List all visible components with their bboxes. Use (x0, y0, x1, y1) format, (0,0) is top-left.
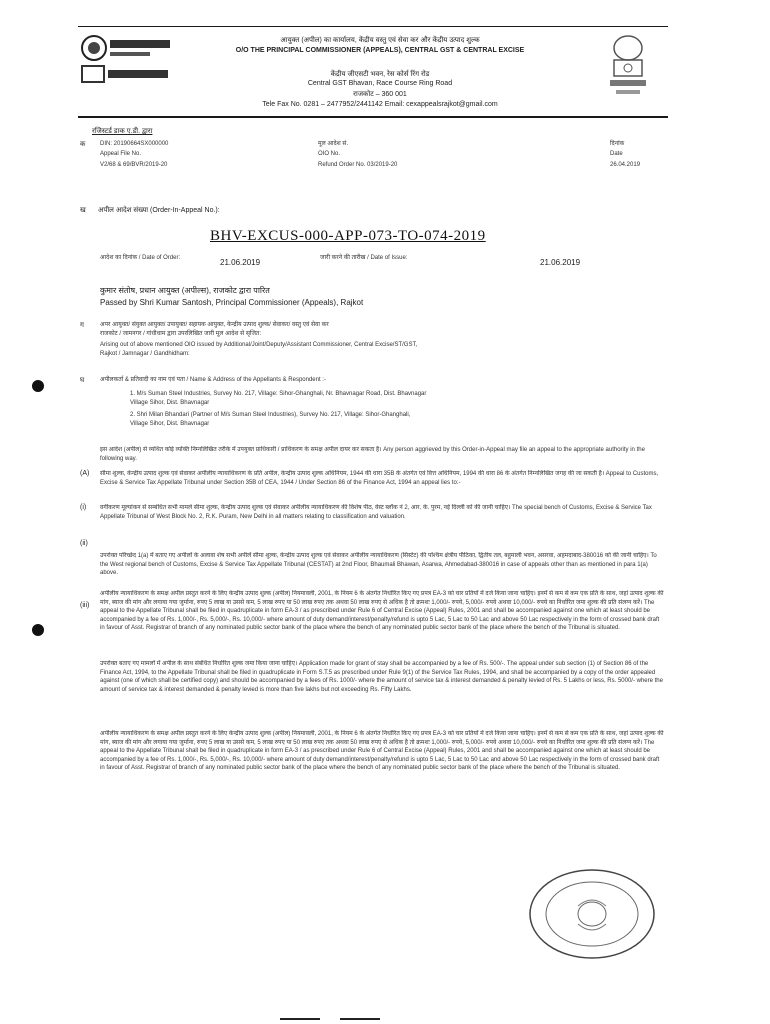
punch-hole-top (32, 380, 44, 392)
footer-mark-left (280, 1018, 320, 1020)
national-emblem (598, 30, 658, 102)
header-title-hindi: आयुक्त (अपील) का कार्यालय, केंद्रीय वस्तु एवं सेवा कर और केंद्रीय उत्पाद शुल्क (280, 37, 480, 44)
section-1-line3: Arising out of above mentioned OIO issued by Additional/Joint/Deputy/Assistant Commissioner, Central Excise/ST/GST, (100, 342, 418, 348)
appellant-2-line2: Village Sihor, Dist. Bhavnagar (130, 421, 210, 427)
reg-col3-line3: 26.04.2019 (610, 162, 641, 168)
appeal-label-marker: ख (80, 207, 86, 214)
reg-col1-line2: Appeal File No. (100, 151, 142, 157)
date-of-issue-label: जारी करने की तारीख / Date of Issue: (320, 255, 408, 261)
section-1-line2: राजकोट / जामनगर / गांधीधाम द्वारा उपरलिखित जारी मूल आदेश से सृजित: (100, 331, 262, 337)
date-of-order-value: 21.06.2019 (220, 258, 261, 267)
footer-mark-right (340, 1018, 380, 1020)
para-a-marker: (A) (80, 470, 90, 477)
header-address-line-3: राजकोट – 360 001 (353, 91, 407, 98)
appeal-label: अपील आदेश संख्या (Order-In-Appeal No.): (98, 207, 220, 214)
cbic-logo (78, 30, 178, 90)
para-ii-text: उपरोक्त परिच्छेद 1(a) में बताए गए अपीलों के अलावा शेष सभी अपीलें सीमा शुल्क, केन्द्रीय उत्पाद शुल्क एवं सेवाकर अपीलीय न्यायाधिकरण (सिस्टेट) की पश्चिम क्षेत्रीय पीठिका, द्वितीय तल, बहुमाली भवन, असरवा, अहमदाबाद-380016 को की जानी चाहिए। To the West regional bench of Customs, Excise & Service Tax Appellate Tribunal (CESTAT) at 2nd Floor, Bhaumali Bhawan, Asarwa, Ahmedabad-380016 in case of appeals other than as mentioned in para 1(a) above. (100, 553, 657, 576)
official-seal (520, 866, 660, 962)
header-address-line-1: केंद्रीय जीएसटी भवन, रेस कोर्स रिंग रोड (330, 71, 430, 78)
reg-col2-line1: मूल आदेश सं. (318, 141, 349, 147)
appellant-1-line1: 1. M/s Suman Steel Industries, Survey No. 217, Village: Sihor-Ghanghali, Nr. Bhavnagar Road, Dist. Bhavnagar (130, 391, 427, 397)
date-of-order-label: आदेश का दिनांक / Date of Order: (100, 255, 181, 261)
reg-col2-line3: Refund Order No. 03/2019-20 (318, 162, 398, 168)
section-1-marker: ग (80, 322, 84, 329)
para-i-marker: (i) (80, 504, 87, 511)
passed-by-hindi: कुमार संतोष, प्रधान आयुक्त (अपील्स), राजकोट द्वारा पारित (100, 286, 270, 295)
header-address-line-2: Central GST Bhavan, Race Course Ring Road (307, 80, 453, 87)
para-a-text: सीमा शुल्क, केन्द्रीय उत्पाद शुल्क एवं सेवाकर अपीलीय न्यायाधिकरण के प्रति अपील, केन्द्रीय उत्पाद शुल्क अधिनियम, 1944 की धारा 35B के अंतर्गत एवं वित्त अधिनियम, 1994 की धारा 86 के अंतर्गत निम्नलिखित जगह की जा सकती है। Appeal to Customs, Excise & Service Tax Appellate Tribunal under Section 35B of CEA, 1944 / Under Section 86 of the Finance Act, 1994 an appeal lies to:- (100, 471, 659, 486)
reg-col3-line1: दिनांक (610, 141, 625, 147)
reg-block-marker: क (80, 141, 86, 148)
section-2-marker: घ (80, 377, 85, 384)
appellant-2-line1: 2. Shri Milan Bhandari (Partner of M/s Suman Steel Industries), Survey No. 217, Village: Sihor-Ghanghali, (130, 412, 411, 418)
para-iii-continued: अपीलीय न्यायाधिकरण के समक्ष अपील प्रस्तुत करने के लिए केन्द्रीय उत्पाद शुल्क (अपील) नियमावली, 2001, के नियम 6 के अंतर्गत निर्धारित किए गए प्रपत्र EA-3 को चार प्रतियों में दर्ज किया जाना चाहिए। इनमें से कम से कम एक प्रति के साथ, जहां उत्पाद शुल्क की मांग, ब्याज की मांग और लगाया गया जुर्माना, रुपए 5 लाख या उससे कम, 5 लाख रुपए या 50 लाख रुपए तक अथवा 50 लाख रुपए से अधिक है तो क्रमशः 1,000/- रुपये, 5,000/- रुपये अथवा 10,000/- रुपये का निर्धारित जमा शुल्क की प्रति संलग्न करें। The appeal to the Appellate Tribunal shall be filed in quadruplicate in form EA-3 / as prescribed under Rule 6 of Central Excise (Appeal) Rules, 2001 and shall be accompanied against one which at least should be accompanied by a fee of Rs. 1,000/-, Rs. 5,000/-, Rs. 10,000/- where amount of duty demand/interest/penalty/refund is upto 5 Lac, 5 Lac to 50 Lac and above 50 Lac respectively in the form of crossed bank draft in favour of Asst. Registrar of branch of any nominated public sector bank of the place where the bench of any nominated public sector bank of the place where the bench of the Tribunal is situated. (100, 731, 664, 771)
para-iii-text: अपीलीय न्यायाधिकरण के समक्ष अपील प्रस्तुत करने के लिए केन्द्रीय उत्पाद शुल्क (अपील) नियमावली, 2001, के नियम 6 के अंतर्गत निर्धारित किए गए प्रपत्र EA-3 को चार प्रतियों में दर्ज किया जाना चाहिए। इनमें से कम से कम एक प्रति के साथ, जहां उत्पाद शुल्क की मांग, ब्याज की मांग और लगाया गया जुर्माना, रुपए 5 लाख या उससे कम, 5 लाख रुपए या 50 लाख रुपए तक अथवा 50 लाख रुपए से अधिक है तो क्रमशः 1,000/- रुपये, 5,000/- रुपये अथवा 10,000/- रुपये का निर्धारित जमा शुल्क की प्रति संलग्न करें। The appeal to the Appellate Tribunal shall be filed in quadruplicate in form EA-3 / as prescribed under Rule 6 of Central Excise (Appeal) Rules, 2001 and shall be accompanied against one which at least should be accompanied by a fee of Rs. 1,000/-, Rs. 5,000/-, Rs. 10,000/- where amount of duty demand/interest/penalty/refund is upto 5 Lac, 5 Lac to 50 Lac and above 50 Lac respectively in the form of crossed bank draft in favour of Asst. Registrar of branch of any nominated public sector bank of the place where the bench of any nominated public sector bank of the place where the bench of the Tribunal is situated. (100, 591, 664, 631)
reg-col1-line3: V2/68 & 69/BVR/2019-20 (100, 162, 168, 168)
order-in-appeal-number: BHV-EXCUS-000-APP-073-TO-074-2019 (210, 228, 486, 244)
reg-col1-line1: DIN: 20190664SX000000 (100, 141, 169, 147)
header-contact: Tele Fax No. 0281 – 2477952/2441142 Email: cexappealsrajkot@gmail.com (262, 101, 498, 108)
date-of-issue-value: 21.06.2019 (540, 258, 581, 267)
section-2-heading: अपीलकर्ता & प्रतिवादी का नाम एवं पता / Name & Address of the Appellants & Respondent :- (100, 377, 326, 383)
passed-by-english: Passed by Shri Kumar Santosh, Principal Commissioner (Appeals), Rajkot (100, 298, 364, 307)
stay-application-paragraph: उपरोक्त बताए गए मामलों में अपील के साथ संबंधित निर्धारित शुल्क जमा किया जाना चाहिए। Application made for grant of stay shall be accompanied by a fee of Rs. 500/-. The appeal under sub section (1) of Section 86 of the Finance Act, 1994, to the Appellate Tribunal shall be filed in quadruplicate in Form S.T.5 as prescribed under Rule 9(1) of the Service Tax Rules, 1994, and shall be accompanied by a copy of the order appealed against (one of which shall be certified copy) and should be accompanied by a fees of Rs. 1000/- where the amount of service tax & interest demanded & penalty levied of Rs. 5 Lakhs or less, Rs. 5000/- where the amount of service tax & interest demanded & penalty levied is more than five lakhs but not exceeding Rs. Fifty Lakhs. (100, 661, 663, 693)
intro-paragraph: इस आदेश (अपील) से व्यथित कोई व्यक्ति निम्नलिखित तरीके में उपयुक्त प्राधिकारी / प्राधिकरण के समक्ष अपील दायर कर सकता है। Any person aggrieved by this Order-in-Appeal may file an appeal to the appropriate authority in the following way. (100, 447, 645, 462)
section-1-line1: अपर आयुक्त/ संयुक्त आयुक्त/ उपायुक्त/ सहायक आयुक्त, केन्द्रीय उत्पाद शुल्क/ सेवाकर/ वस्तु एवं सेवा कर (100, 322, 329, 328)
para-ii-marker: (ii) (80, 540, 88, 547)
reg-col3-line2: Date (610, 151, 623, 157)
appellant-1-line2: Village Sihor, Dist. Bhavnagar (130, 400, 210, 406)
para-i-text: वर्गीकरण मूल्यांकन से सम्बंधित सभी मामले सीमा शुल्क, केन्द्रीय उत्पाद शुल्क एवं सेवाकर अपीलीय न्यायाधिकरण की विशेष पीठ, वेस्ट ब्लॉक नं 2, आर. के. पुरम, नई दिल्ली को की जानी चाहिए। The special bench of Customs, Excise & Service Tax Appellate Tribunal of West Block No. 2, R.K. Puram, New Delhi in all matters relating to classification and valuation. (100, 505, 652, 520)
header-title-english: O/O THE PRINCIPAL COMMISSIONER (APPEALS), CENTRAL GST & CENTRAL EXCISE (235, 47, 525, 54)
registered-post-heading: रजिस्टर्ड डाक ए.डी. द्वारा (92, 128, 153, 135)
punch-hole-bottom (32, 624, 44, 636)
para-iii-marker: (iii) (80, 602, 90, 609)
header-divider-top (78, 26, 668, 27)
reg-col2-line2: OIO No. (318, 151, 341, 157)
header-divider (78, 116, 668, 118)
section-1-line4: Rajkot / Jamnagar / Gandhidham: (100, 351, 190, 357)
